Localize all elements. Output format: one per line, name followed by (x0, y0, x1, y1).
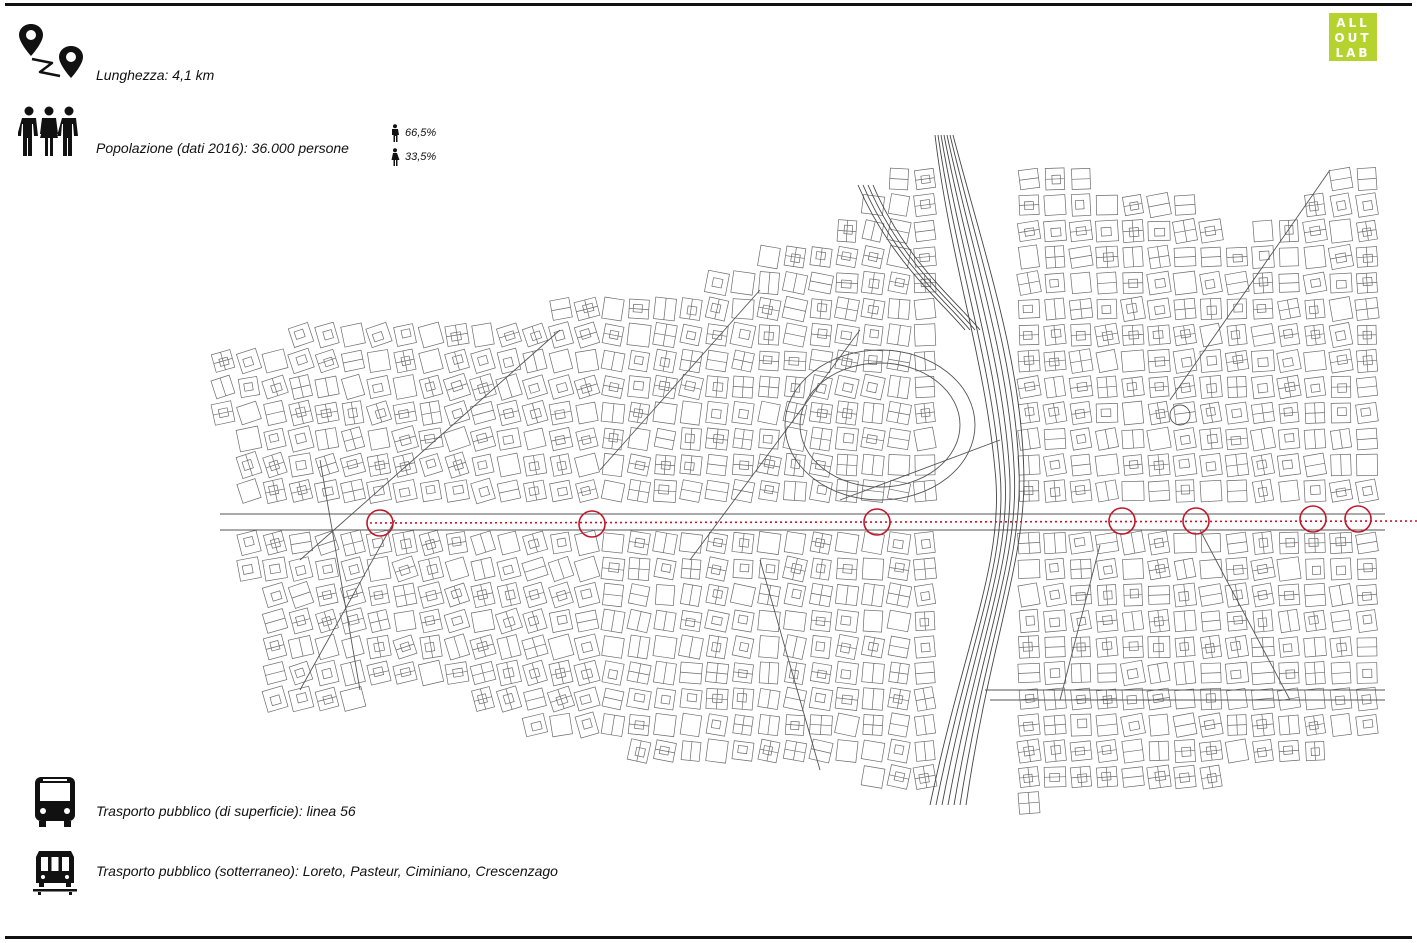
population-label: Popolazione (dati 2016): 36.000 persone (96, 140, 349, 156)
logo-line-2: OUT (1334, 31, 1372, 45)
route-stop-marker[interactable] (1300, 506, 1326, 532)
route-stop-marker[interactable] (579, 511, 605, 537)
logo-line-3: LAB (1335, 46, 1371, 60)
surface-transport-label: Trasporto pubblico (di superficie): linea 56 (96, 803, 356, 819)
bus-icon (33, 776, 77, 828)
length-label: Lunghezza: 4,1 km (96, 67, 215, 83)
female-percentage: 33,5% (405, 151, 437, 163)
route-stop-marker[interactable] (1345, 506, 1371, 532)
female-person-icon (390, 148, 400, 166)
route-line (370, 521, 1417, 523)
male-person-icon (390, 124, 400, 142)
people-icon (18, 106, 80, 158)
metro-train-icon (33, 848, 77, 896)
logo-line-1: ALL (1336, 16, 1370, 30)
underground-transport-label: Trasporto pubblico (sotterraneo): Loreto, Pasteur, Ciminiano, Crescenzago (96, 863, 558, 879)
male-percentage: 66,5% (405, 127, 437, 139)
route-pins-icon (18, 22, 84, 82)
